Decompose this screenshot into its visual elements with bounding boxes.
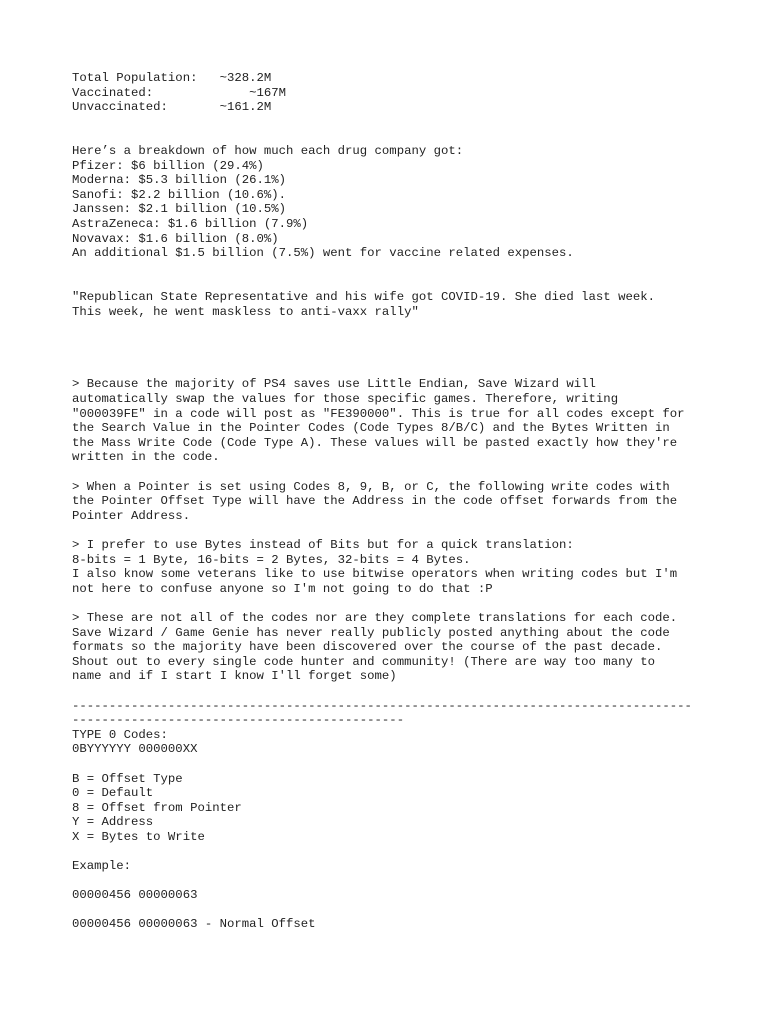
note-line: the Mass Write Code (Code Type A). These values will be pasted exactly how they're	[72, 435, 678, 450]
note-line: I also know some veterans like to use bitwise operators when writing codes but I'm	[72, 567, 678, 582]
breakdown-additional: An additional $1.5 billion (7.5%) went for vaccine related expenses.	[72, 246, 574, 261]
quote-line: "Republican State Representative and his wife got COVID-19. She died last week.	[72, 289, 655, 304]
example-code: 00000456 00000063	[72, 888, 198, 903]
divider-line: ------------------------------------------------------------------------------------	[72, 698, 692, 713]
note-line: Shout out to every single code hunter and community! (There are way too many to	[72, 654, 655, 669]
document-page	[72, 71, 712, 932]
breakdown-heading: Here’s a breakdown of how much each drug company got:	[72, 143, 464, 158]
breakdown-item: AstraZeneca: $1.6 billion (7.9%)	[72, 216, 309, 231]
type0-legend-item: B = Offset Type	[72, 771, 183, 786]
note-line: Save Wizard / Game Genie has never really publicly posted anything about the code	[72, 625, 670, 640]
note-line: 8-bits = 1 Byte, 16-bits = 2 Bytes, 32-bits = 4 Bytes.	[72, 552, 471, 567]
divider-line: ---------------------------------------------	[72, 713, 405, 728]
type0-format: 0BYYYYYY 000000XX	[72, 742, 198, 757]
note-line: > I prefer to use Bytes instead of Bits but for a quick translation:	[72, 538, 574, 552]
breakdown-item: Janssen: $2.1 billion (10.5%)	[72, 202, 287, 217]
breakdown-item: Pfizer: $6 billion (29.4%)	[72, 158, 264, 173]
note-line: Pointer Address.	[72, 508, 191, 523]
note-line: the Search Value in the Pointer Codes (Code Types 8/B/C) and the Bytes Written in	[72, 421, 670, 436]
example-label: Example:	[72, 859, 132, 874]
note-line: > Because the majority of PS4 saves use Little Endian, Save Wizard will	[72, 377, 596, 392]
breakdown-item: Sanofi: $2.2 billion (10.6%).	[72, 187, 287, 202]
breakdown-item: Novavax: $1.6 billion (8.0%)	[72, 231, 279, 246]
note-line: formats so the majority have been discovered over the course of the past decade.	[72, 640, 663, 655]
total-population: Total Population: ~328.2M	[72, 71, 272, 85]
type0-legend-item: X = Bytes to Write	[72, 829, 205, 844]
note-line: > These are not all of the codes nor are they complete translations for each code.	[72, 610, 678, 625]
breakdown-item: Moderna: $5.3 billion (26.1%)	[72, 173, 287, 188]
note-line: "000039FE" in a code will post as "FE390000". This is true for all codes except for	[72, 406, 685, 421]
quote-line: This week, he went maskless to anti-vaxx rally"	[72, 304, 419, 319]
type0-legend-item: 8 = Offset from Pointer	[72, 800, 242, 815]
note-line: the Pointer Offset Type will have the Address in the code offset forwards from the	[72, 494, 678, 509]
note-line: written in the code.	[72, 450, 220, 465]
type0-legend-item: 0 = Default	[72, 786, 154, 801]
unvaccinated: Unvaccinated: ~161.2M	[72, 100, 272, 115]
example-annotated: 00000456 00000063 - Normal Offset	[72, 917, 316, 932]
note-line: not here to confuse anyone so I'm not going to do that :P	[72, 581, 493, 596]
type0-legend-item: Y = Address	[72, 815, 154, 830]
type0-title: TYPE 0 Codes:	[72, 727, 168, 742]
vaccinated: Vaccinated: ~167M	[72, 85, 287, 100]
note-line: automatically swap the values for those specific games. Therefore, writing	[72, 392, 619, 407]
note-line: name and if I start I know I'll forget some)	[72, 669, 397, 684]
note-line: > When a Pointer is set using Codes 8, 9, B, or C, the following write codes with	[72, 479, 670, 494]
